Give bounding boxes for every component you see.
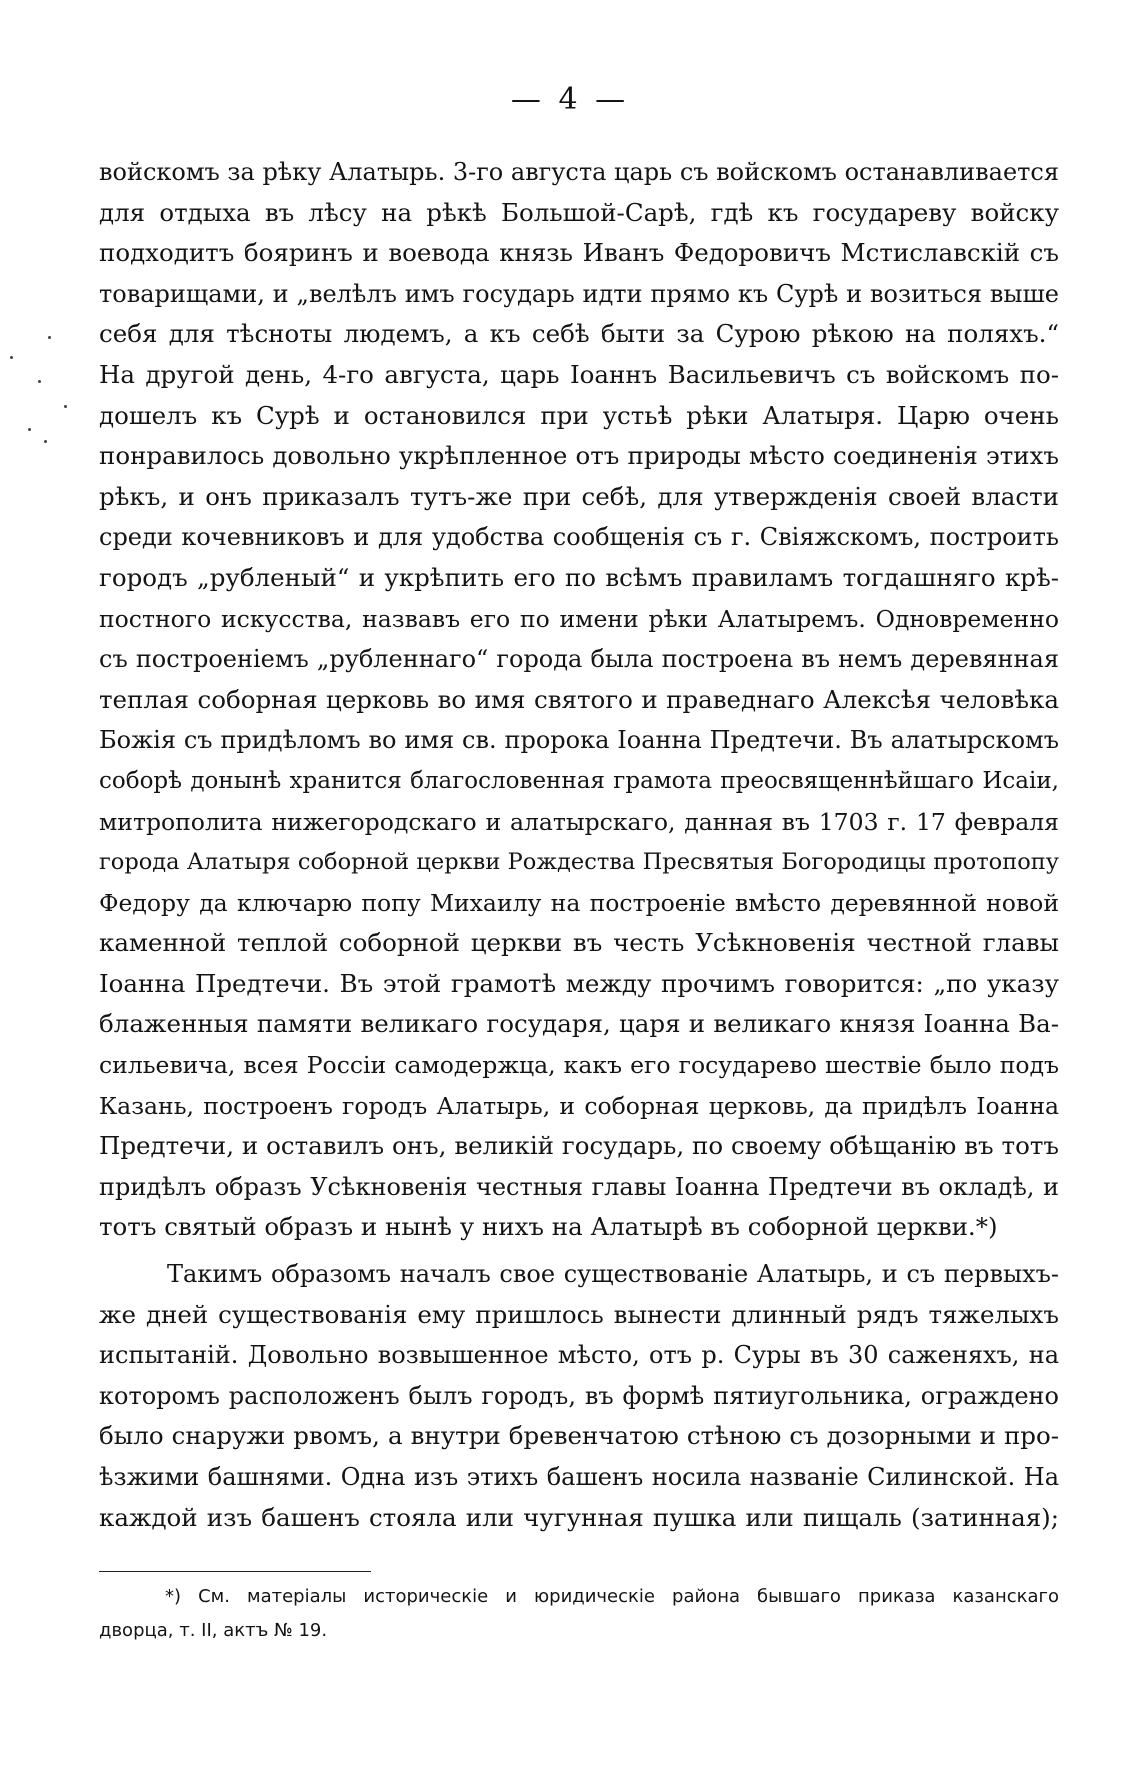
text-line: для отдыха въ лѣсу на рѣкѣ Большой-Сарѣ, гдѣ къ государеву войску <box>99 197 1059 227</box>
text-line: дошелъ къ Сурѣ и остановился при устьѣ рѣки Алатыря. Царю очень <box>99 400 1059 430</box>
text-line: съ построеніемъ „рубленнаго“ города была построена въ немъ деревянная <box>99 645 1059 674</box>
text-line: которомъ расположенъ былъ городъ, въ формѣ пятиугольника, ограждено <box>99 1381 1059 1410</box>
text-line: Федору да ключарю попу Михаилу на построеніе вмѣсто деревянной новой <box>99 888 1059 917</box>
scan-speck <box>28 428 31 431</box>
body-text <box>99 152 1059 1538</box>
text-line: Предтечи, и оставилъ онъ, великій государь, по своему обѣщанію въ тотъ <box>99 1131 1059 1161</box>
text-line: испытаній. Довольно возвышенное мѣсто, отъ р. Суры въ 30 саженяхъ, на <box>99 1341 1059 1370</box>
text-line: придѣлъ образъ Усѣкновенія честныя главы Іоанна Предтечи въ окладѣ, и <box>99 1172 1059 1201</box>
text-line: товарищами, и „велѣлъ имъ государь идти прямо къ Сурѣ и возиться выше <box>99 279 1059 308</box>
text-line: теплая соборная церковь во имя святого и праведнаго Алексѣя человѣка <box>99 684 1059 714</box>
scan-speck <box>64 405 67 408</box>
text-line: соборѣ донынѣ хранится благословенная грамота преосвященнѣйшаго Исаіи, <box>99 767 1059 794</box>
text-line: На другой день, 4-го августа, царь Іоаннъ Васильевичъ съ войскомъ по- <box>99 359 1059 389</box>
text-line: же дней существованія ему пришлось вынести длинный рядъ тяжелыхъ <box>99 1299 1059 1329</box>
paragraph-2 <box>99 1254 1059 1538</box>
text-line: каждой изъ башенъ стояла или чугунная пушка или пищаль (затинная); <box>99 1502 1059 1532</box>
text-line: Такимъ образомъ началъ свое существованіе Алатырь, и съ первыхъ- <box>167 1260 1059 1289</box>
text-line: сильевича, всея Россіи самодержца, какъ его государево шествіе было подъ <box>99 1051 1059 1080</box>
scan-speck <box>10 356 13 359</box>
footnote-line: дворца, т. II, актъ № 19. <box>99 1620 328 1641</box>
text-line: Іоанна Предтечи. Въ этой грамотѣ между прочимъ говорится: „по указу <box>99 968 1059 998</box>
text-line: каменной теплой соборной церкви въ честь Усѣкновенія честной главы <box>99 928 1059 958</box>
text-line: городъ „рубленый“ и укрѣпить его по всѣмъ правиламъ тогдашняго крѣ- <box>99 562 1059 592</box>
text-line: блаженныя памяти великаго государя, царя и великаго князя Іоанна Ва- <box>99 1009 1059 1039</box>
footnote-divider <box>99 1571 371 1572</box>
text-line: постного искусства, назвавъ его по имени рѣки Алатыремъ. Одновременно <box>99 604 1059 633</box>
scan-speck <box>44 440 47 443</box>
text-line: тотъ святый образъ и нынѣ у нихъ на Алатырѣ въ соборной церкви.*) <box>99 1212 998 1242</box>
paragraph-1 <box>99 152 1059 1248</box>
text-line: рѣкъ, и онъ приказалъ тутъ-же при себѣ, для утвержденія своей власти <box>99 481 1059 511</box>
footnote-line: *) См. матеріалы историческіе и юридическіе района бывшаго приказа казанскаго <box>165 1586 1059 1607</box>
text-line: города Алатыря соборной церкви Рождества Пресвятыя Богородицы протопопу <box>99 849 1059 876</box>
text-line: Казань, построенъ городъ Алатырь, и соборная церковь, да придѣлъ Іоанна <box>99 1091 1059 1120</box>
text-line: войскомъ за рѣку Алатырь. 3-го августа царь съ войскомъ останавливается <box>99 158 1059 186</box>
footnote <box>99 1580 1059 1648</box>
text-line: среди кочевниковъ и для удобства сообщенія съ г. Свіяжскомъ, построить <box>99 523 1059 552</box>
text-line: было снаружи рвомъ, а внутри бревенчатою стѣною съ дозорными и про- <box>99 1421 1059 1451</box>
scan-speck <box>48 336 51 339</box>
page-number: — 4 — <box>510 82 630 117</box>
text-line: себя для тѣсноты людемъ, а къ себѣ быти за Сурою рѣкою на поляхъ.“ <box>99 319 1059 349</box>
scan-speck <box>38 380 41 383</box>
text-line: митрополита нижегородскаго и алатырскаго, данная въ 1703 г. 17 февраля <box>99 807 1059 836</box>
text-line: понравилось довольно укрѣпленное отъ природы мѣсто соединенія этихъ <box>99 441 1059 471</box>
text-line: ѣзжими башнями. Одна изъ этихъ башенъ носила названіе Силинской. На <box>99 1463 1059 1491</box>
text-line: подходитъ бояринъ и воевода князь Иванъ Федоровичъ Мстиславскій съ <box>99 238 1059 268</box>
text-line: Божія съ придѣломъ во имя св. пророка Іоанна Предтечи. Въ алатырскомъ <box>99 726 1059 755</box>
